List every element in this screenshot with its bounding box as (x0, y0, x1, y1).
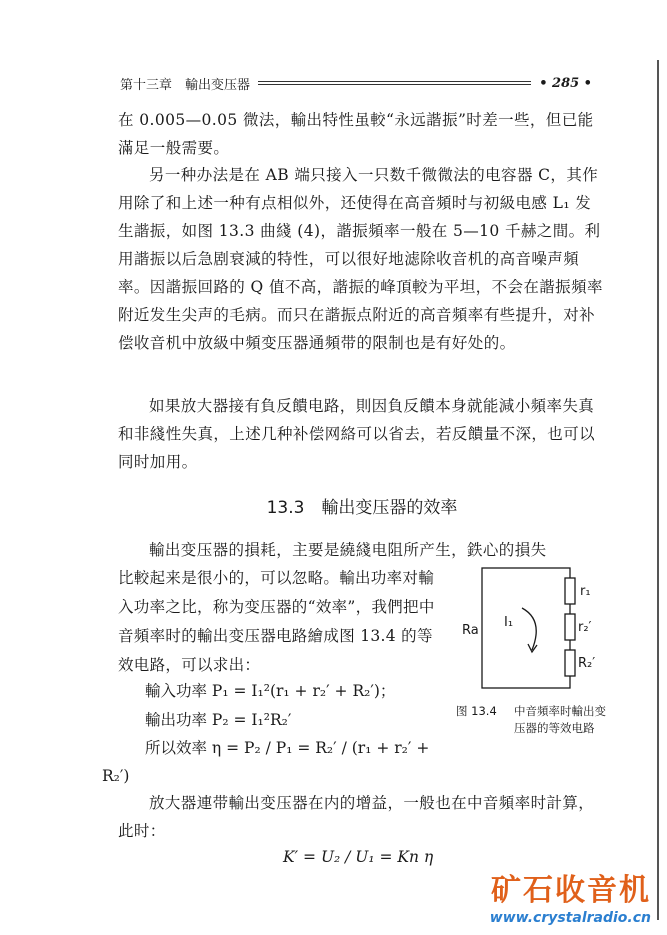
label-r2-prime: r₂′ (578, 620, 592, 635)
circuit-loop (482, 568, 570, 688)
page-number: • 285 • (539, 75, 592, 91)
equation-efficiency-tail: R₂′) (102, 767, 130, 785)
page-edge-line (657, 60, 659, 920)
equation-efficiency: 所以效率 η = P₂ / P₁ = R₂′ / (r₁ + r₂′ + (145, 739, 430, 757)
watermark (461, 873, 651, 927)
equation-gain: K′ = U₂ / U₁ = Kn η (283, 848, 434, 866)
resistor-R2p (565, 650, 575, 676)
section-title: 13.3 輸出变压器的效率 (266, 498, 458, 518)
equation-input-power: 輸入功率 P₁ = I₁²(r₁ + r₂′ + R₂′)； (145, 682, 396, 700)
resistor-r2p (565, 614, 575, 640)
current-arrow-icon (522, 608, 536, 650)
chapter-title: 第十三章 輸出变压器 (120, 77, 251, 93)
circuit-diagram (462, 558, 607, 693)
equation-output-power: 輸出功率 P₂ = I₁²R₂′ (145, 711, 292, 729)
paragraph-1-text: 在 0.005—0.05 微法，輸出特性虽較“永远諧振”时差一些，但已能滿足一般需要。 (118, 111, 594, 157)
running-header (120, 74, 592, 92)
watermark-logo: 矿石收音机 (491, 873, 651, 908)
figure-caption (456, 703, 616, 737)
paragraph-2 (118, 161, 606, 357)
equivalent-circuit-figure (462, 558, 607, 693)
paragraph-2-text: 另一种办法是在 AB 端只接入一只数千微微法的电容器 C，其作用除了和上述一种有点相似外，还使得在高音頻时与初級电感 L₁ 发生諧振，如图 13.3 曲綫 (4)，諧振頻率一般在 5—10 千赫之間。利用諧振以后急剧衰減的特性，可以很好地滤除收音机的高音噪声頻率。因諧振回路的 Q 值不高，諧振的峰頂較为平坦，不会在諧振頻率附近发生尖声的毛病。而只在諧振点附近的高音頻率有些提升，对补偿收音机中放級中頻变压器通頻带的限制也是有好处的。 (118, 166, 603, 352)
label-ra: Ra (462, 623, 479, 638)
header-rule (258, 81, 531, 85)
resistor-r1 (565, 578, 575, 604)
watermark-url: www.crystalradio.cn (489, 910, 651, 926)
paragraph-5 (118, 789, 606, 845)
paragraph-5-text: 放大器連带輸出变压器在内的增益，一般也在中音頻率时計算，此时： (118, 794, 595, 840)
paragraph-4-rest: 比較起来是很小的，可以忽略。輸出功率对輸入功率之比，称为变压器的“效率”，我們把中音頻率时的輸出变压器电路繪成图 13.4 的等效电路，可以求出： (118, 569, 435, 674)
label-r1: r₁ (580, 584, 591, 599)
figure-caption-number: 图 13.4 (456, 704, 497, 718)
label-i1: I₁ (504, 615, 514, 630)
label-R2-prime: R₂′ (578, 656, 596, 671)
paragraph-3-text: 如果放大器接有負反饋电路，則因負反饋本身就能減小頻率失真和非綫性失真，上述几种补偿网絡可以省去，若反饋量不深，也可以同时加用。 (118, 397, 596, 471)
paragraph-1 (118, 106, 606, 162)
paragraph-3 (118, 392, 606, 476)
paragraph-4-line1-text: 輸出变压器的損耗，主要是繞綫电阻所产生，鉄心的損失 (149, 541, 547, 559)
figure-caption-text: 中音頻率时輸出变压器的等效电路 (514, 704, 606, 735)
